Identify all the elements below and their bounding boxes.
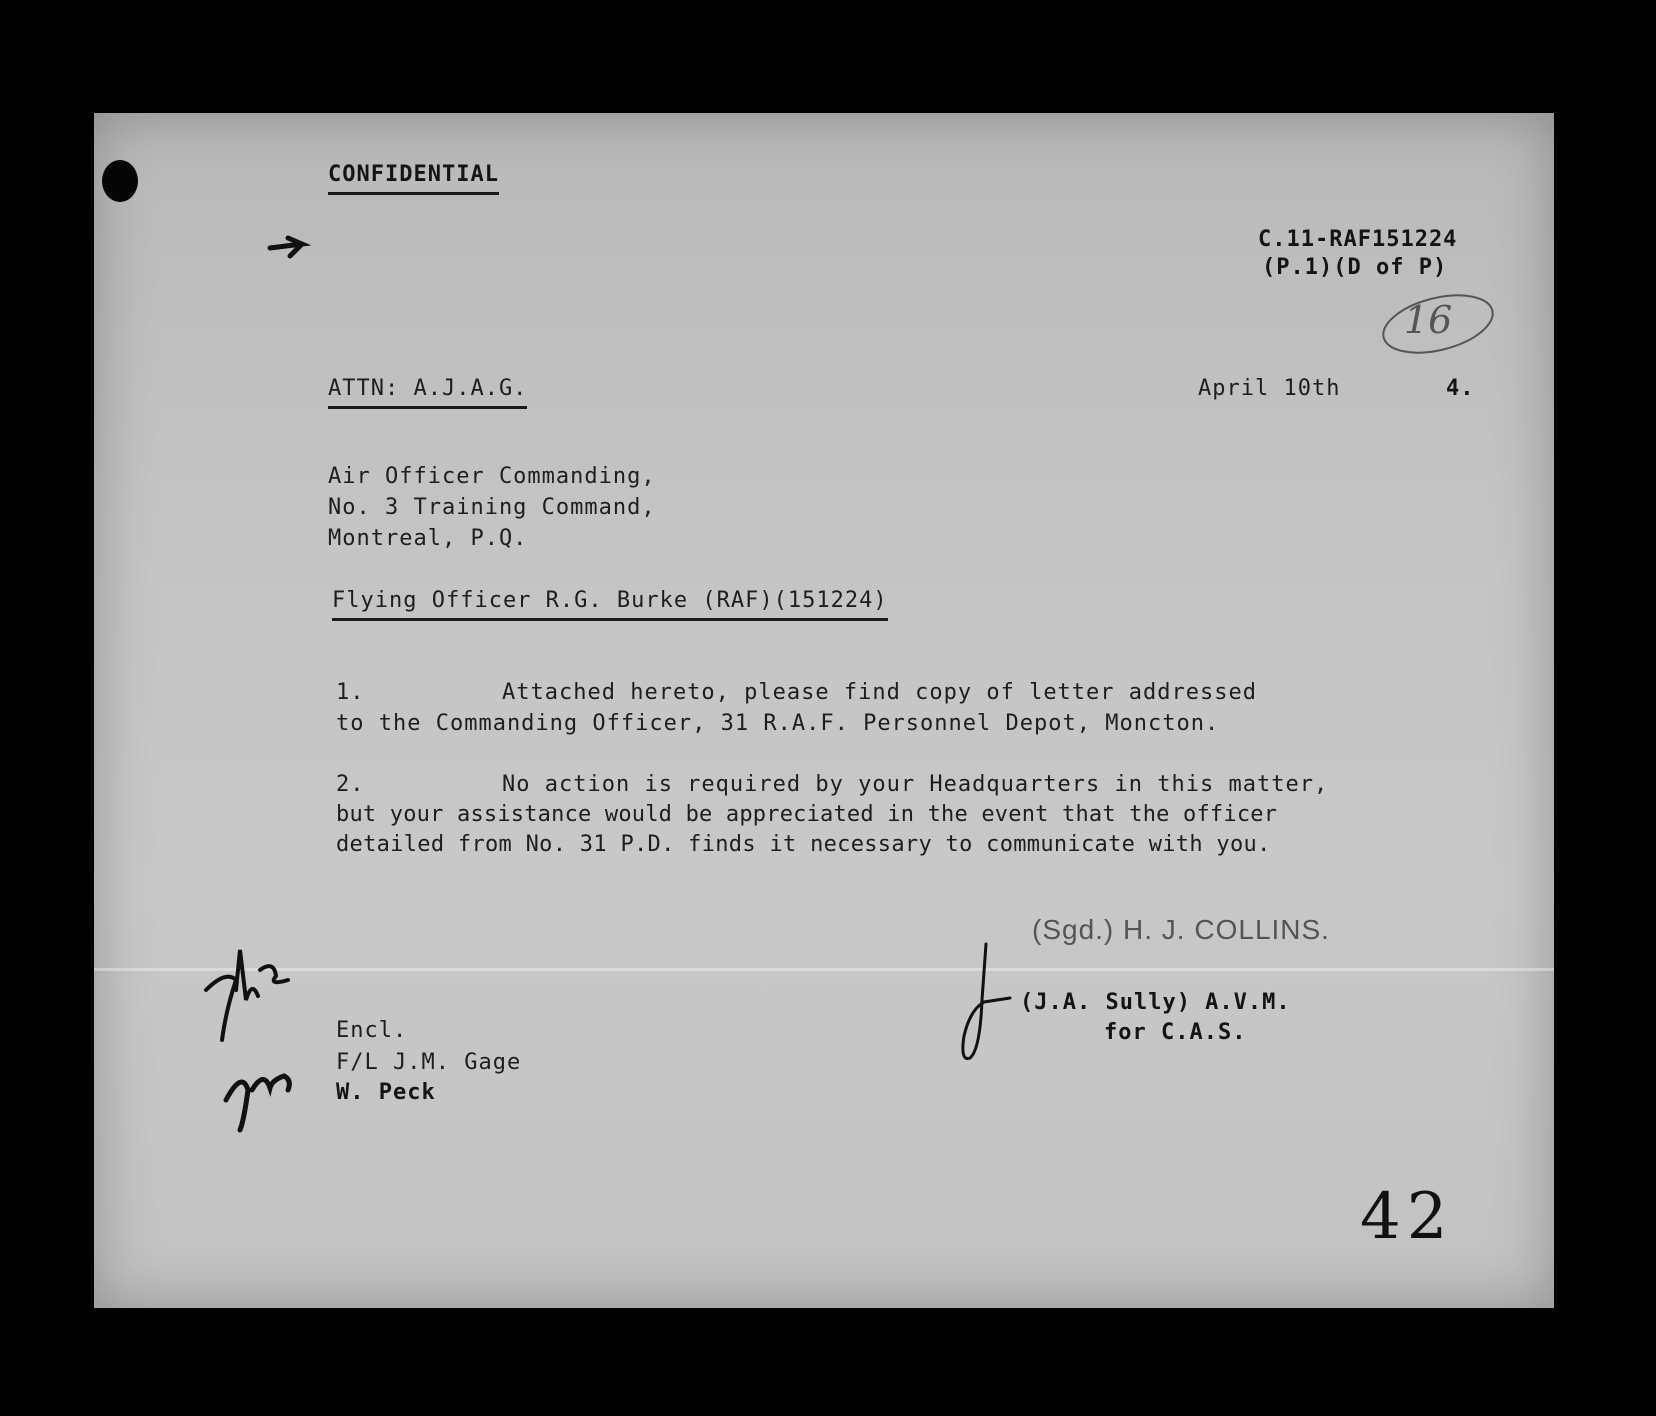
classification-label: CONFIDENTIAL: [328, 160, 499, 195]
handwritten-annotation-mark: [196, 930, 316, 1130]
arrow-mark-icon: [268, 236, 308, 260]
enclosure-label: Encl.: [336, 1018, 408, 1043]
subject-line: Flying Officer R.G. Burke (RAF)(151224): [332, 586, 888, 621]
paragraph-2-number: 2.: [336, 772, 365, 797]
addressee-line1: Air Officer Commanding,: [328, 464, 656, 489]
paragraph-1-line2: to the Commanding Officer, 31 R.A.F. Personnel Depot, Moncton.: [336, 711, 1220, 736]
addressee-line3: Montreal, P.Q.: [328, 526, 528, 551]
punch-hole: [102, 160, 138, 202]
paragraph-2-line3: detailed from No. 31 P.D. finds it necessary to communicate with you.: [336, 832, 1271, 857]
paragraph-2-line1: No action is required by your Headquarters in this matter,: [502, 772, 1329, 797]
copy-to-line2: W. Peck: [336, 1080, 436, 1105]
copy-to-line1: F/L J.M. Gage: [336, 1050, 522, 1075]
signature-stamp: (Sgd.) H. J. COLLINS.: [1032, 914, 1330, 945]
addressee-line2: No. 3 Training Command,: [328, 495, 656, 520]
handwritten-initial-mark: [958, 940, 1018, 1070]
file-reference-line2: (P.1)(D of P): [1262, 255, 1448, 280]
letter-year: 4.: [1446, 376, 1475, 401]
file-reference-line1: C.11-RAF151224: [1258, 227, 1458, 252]
letter-date: April 10th: [1198, 376, 1341, 401]
paragraph-1-number: 1.: [336, 680, 365, 705]
paragraph-1-line1: Attached hereto, please find copy of letter addressed: [502, 680, 1257, 705]
attn-line: ATTN: A.J.A.G.: [328, 374, 527, 409]
signatory-for-line: for C.A.S.: [1104, 1020, 1247, 1045]
paragraph-2-line2: but your assistance would be appreciated in the event that the officer: [336, 802, 1278, 827]
handwritten-page-number: 42: [1360, 1180, 1454, 1254]
circled-folio-number: 16: [1404, 298, 1453, 342]
signatory-name: (J.A. Sully) A.V.M.: [1020, 990, 1291, 1015]
